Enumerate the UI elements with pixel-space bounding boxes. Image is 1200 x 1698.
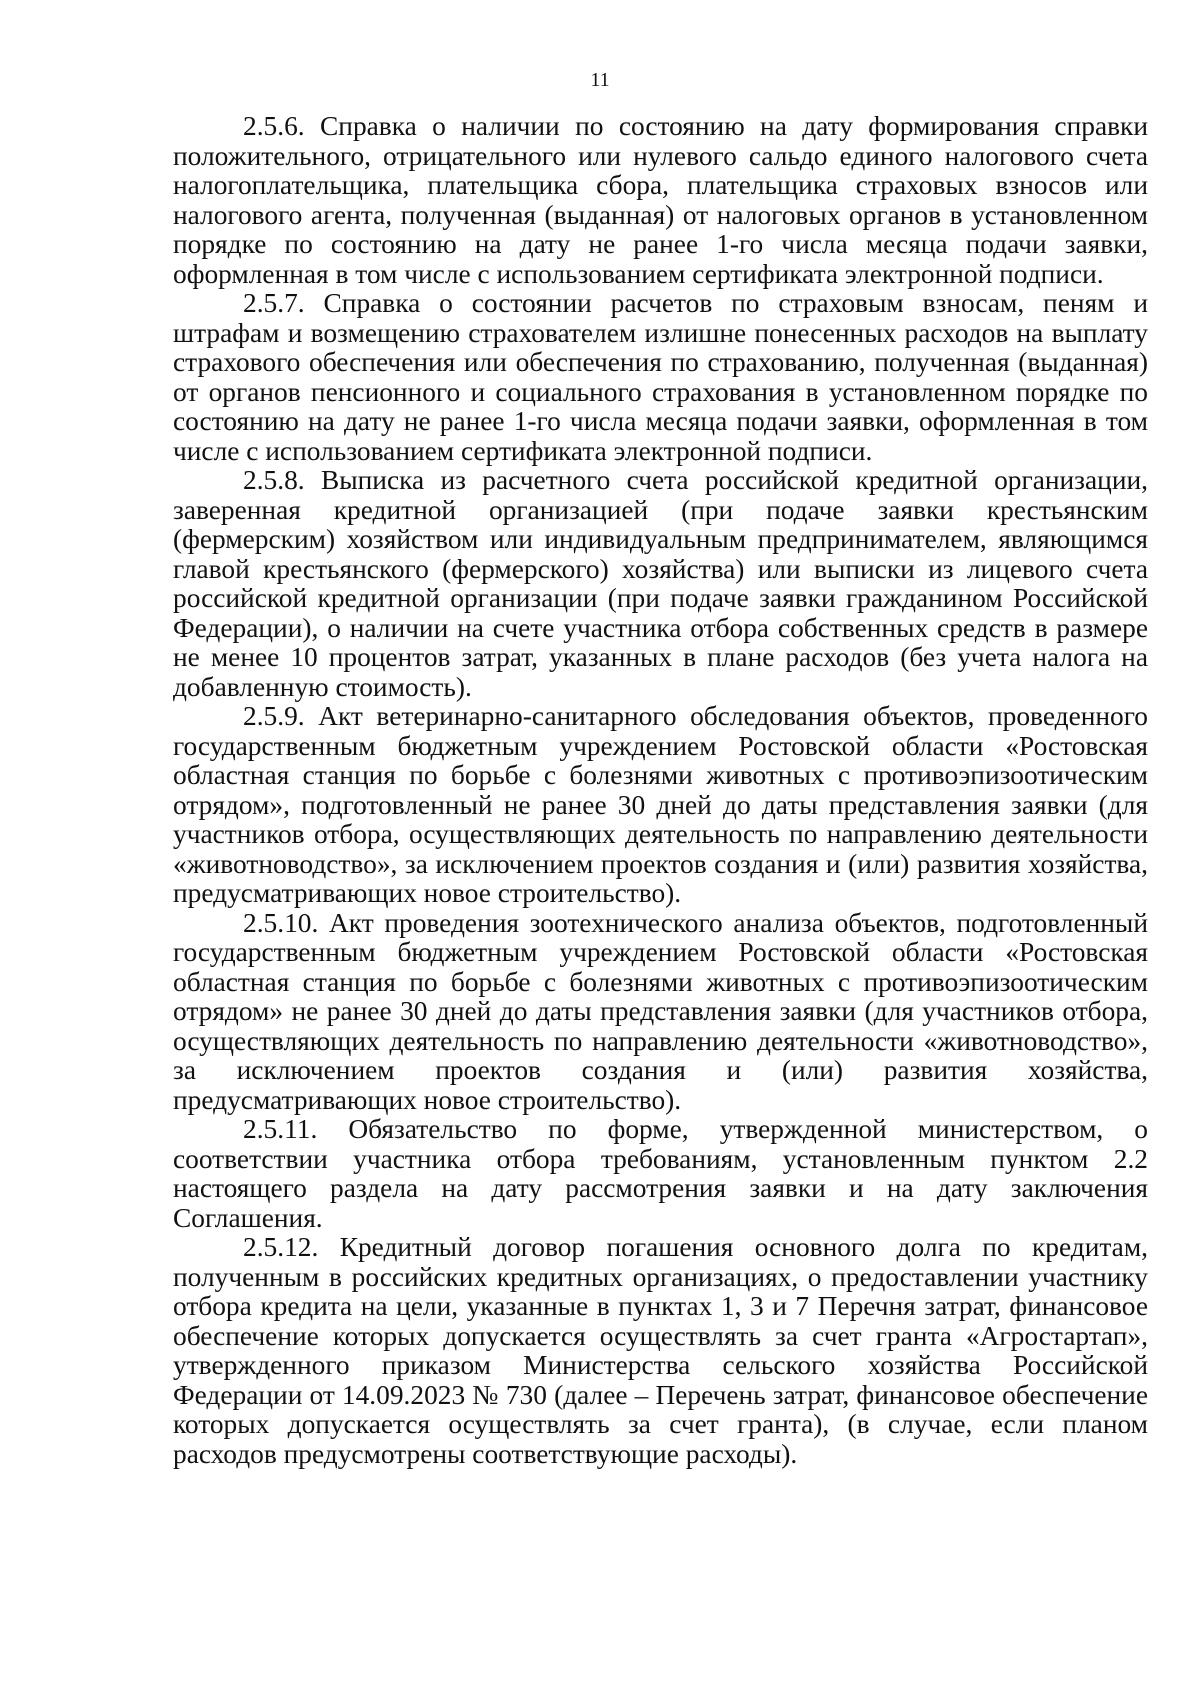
paragraph-text: Кредитный договор погашения основного долга по кредитам, полученным в российских кредитных организациях, о предоставлении участнику отбора кредита на цели, указанные в пунктах 1, 3 и 7 Перечня затрат, финансовое обеспечение которых допускается осуществлять за счет гранта «Агростартап», утвержденного приказом Министерства сельского хозяйства Российской Федерации от 14.09.2023 № 730 (далее – Перечень затрат, финансовое обеспечение которых допускается осуществлять за счет гранта), (в случае, если планом расходов предусмотрены соответствующие расходы). <box>173 1232 1148 1469</box>
paragraph-number: 2.5.6. <box>243 111 305 141</box>
paragraph-text: Обязательство по форме, утвержденной министерством, о соответствии участника отбора требованиям, установленным пунктом 2.2 настоящего раздела на дату рассмотрения заявки и на дату заключения Соглашения. <box>173 1114 1148 1233</box>
paragraph-number: 2.5.11. <box>243 1114 318 1144</box>
paragraph-number: 2.5.9. <box>243 701 305 731</box>
paragraph-text: Справка о наличии по состоянию на дату формирования справки положительного, отрицательного или нулевого сальдо единого налогового счета налогоплательщика, плательщика сбора, плательщика страховых взносов или налогового агента, полученная (выданная) от налоговых органов в установленном порядке по состоянию на дату не ранее 1-го числа месяца подачи заявки, оформленная в том числе с использованием сертификата электронной подписи. <box>173 111 1148 289</box>
paragraph-text: Акт проведения зоотехнического анализа объектов, подготовленный государственным бюджетным учреждением Ростовской области «Ростовская областная станция по борьбе с болезнями животных с противоэпизоотическим отрядом» не ранее 30 дней до даты представления заявки (для участников отбора, осуществляющих деятельность по направлению деятельности «животноводство», за исключением проектов создания и (или) развития хозяйства, предусматривающих новое строительство). <box>173 907 1148 1115</box>
paragraph-2-5-11 <box>173 1115 1148 1233</box>
paragraph-2-5-8 <box>173 466 1148 702</box>
paragraph-2-5-9 <box>173 702 1148 909</box>
paragraph-number: 2.5.12. <box>243 1232 319 1262</box>
page-number: 11 <box>590 69 610 91</box>
paragraph-2-5-10 <box>173 909 1148 1116</box>
paragraph-2-5-12 <box>173 1233 1148 1469</box>
paragraph-text: Акт ветеринарно-санитарного обследования объектов, проведенного государственным бюджетным учреждением Ростовской области «Ростовская областная станция по борьбе с болезнями животных с противоэпизоотическим отрядом», подготовленный не ранее 30 дней до даты представления заявки (для участников отбора, осуществляющих деятельность по направлению деятельности «животноводство», за исключением проектов создания и (или) развития хозяйства, предусматривающих новое строительство). <box>173 701 1148 908</box>
paragraph-number: 2.5.7. <box>243 288 305 318</box>
paragraph-2-5-6 <box>173 112 1148 289</box>
paragraph-text: Справка о состоянии расчетов по страховым взносам, пеням и штрафам и возмещению страхователем излишне понесенных расходов на выплату страхового обеспечения или обеспечения по страхованию, полученная (выданная) от органов пенсионного и социального страхования в установленном порядке по состоянию на дату не ранее 1-го числа месяца подачи заявки, оформленная в том числе с использованием сертификата электронной подписи. <box>173 288 1148 466</box>
paragraph-text: Выписка из расчетного счета российской кредитной организации, заверенная кредитной организацией (при подаче заявки крестьянским (фермерским) хозяйством или индивидуальным предпринимателем, являющимся главой крестьянского (фермерского) хозяйства) или выписки из лицевого счета российской кредитной организации (при подаче заявки гражданином Российской Федерации), о наличии на счете участника отбора собственных средств в размере не менее 10 процентов затрат, указанных в плане расходов (без учета налога на добавленную стоимость). <box>173 465 1148 702</box>
paragraph-number: 2.5.8. <box>243 465 305 495</box>
paragraph-number: 2.5.10. <box>243 907 319 938</box>
paragraph-2-5-7 <box>173 289 1148 466</box>
document-body <box>173 112 1148 1469</box>
